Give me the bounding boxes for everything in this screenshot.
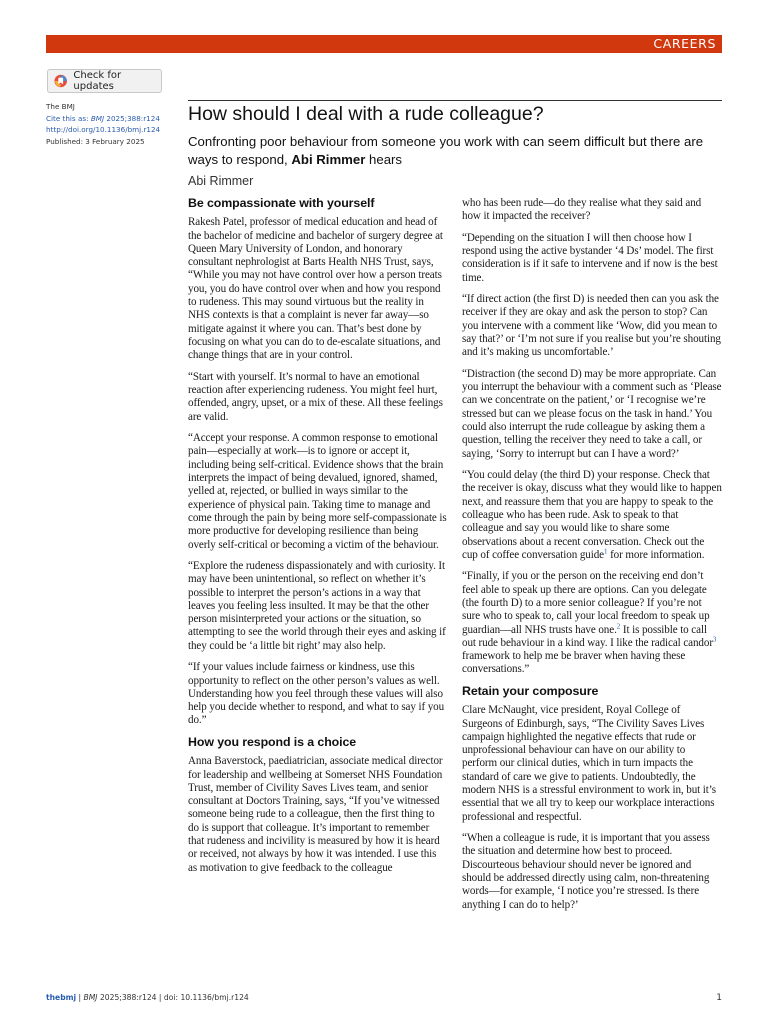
- standfirst-end: hears: [365, 152, 403, 167]
- article-meta: [46, 101, 176, 147]
- footer-sep: |: [76, 993, 84, 1002]
- paragraph: “Accept your response. A common response to emotional pain—especially at work—is to ignore or accept it, including being self-critical. Evidence shows that the brain interprets the impact of being devalued, ignored, shamed, yelled at, rejected, or bullied in ways similar to the experience of physical pain. Taking time to manage and come through the pain by being more self-compassionate is more productive for developing resilience than being overly self-critical or becoming a victim of the behaviour.: [188, 432, 447, 551]
- paragraph: “When a colleague is rude, it is important that you assess the situation and determine how best to proceed. Discourteous behaviour should never be ignored and should be addressed directly using calm, non-threatening words—for example, ‘I notice you’re stressed. Is there anything I can do to help?’: [462, 832, 710, 911]
- doi-link[interactable]: http://doi.org/10.1136/bmj.r124: [46, 125, 161, 134]
- page-footer: [46, 993, 722, 1002]
- paragraph: Rakesh Patel, professor of medical education and head of the bachelor of medicine and bachelor of surgery degree at Queen Mary University of London, and honorary consultant nephrologist at Barts Health NHS Trust, says, “While you may not have control over how a person treats you, you do have control over when and how you respond to rudeness. This may sound virtuous but the reality in NHS contexts is that a complaint is never far away—so mitigate against it where you can. That’s best done by focusing on what you can do to de-escalate situations, and change things that are in your control.: [188, 216, 443, 362]
- paragraph: [462, 469, 722, 562]
- standfirst-text: Confronting poor behaviour from someone you work with can seem difficult but there are ways to respond,: [188, 134, 704, 167]
- paragraph-text: framework to help me be braver when having these conversations.”: [462, 650, 686, 676]
- citation: [46, 113, 176, 125]
- paragraph: “If direct action (the first D) is needed then can you ask the receiver if they are okay and ask the person to stop? Can you intervene with a comment like ‘Wow, did you mean to say that?’ or ‘I’m not sure if you realise but you’re shouting and it’s making us uncomfortable.’: [462, 293, 721, 359]
- section-banner: [46, 35, 722, 53]
- column-left: [188, 195, 448, 883]
- reference-link[interactable]: 1: [604, 547, 608, 556]
- paragraph-text: It is possible to call out rude behaviour in a kind way. I like the radical candor: [462, 623, 713, 649]
- page-number: 1: [716, 993, 722, 1003]
- title-rule: [188, 100, 722, 101]
- footer-journal: BMJ: [83, 993, 98, 1002]
- heading-composure: Retain your composure: [462, 683, 599, 698]
- byline: Abi Rimmer: [188, 174, 254, 188]
- standfirst: [188, 133, 722, 169]
- heading-choice: How you respond is a choice: [188, 734, 357, 749]
- paragraph: “If your values include fairness or kindness, use this opportunity to reflect on the other person’s values as well. Understanding how you feel through these values will also help you decide whether to respond, and what to say if you do.”: [188, 661, 445, 727]
- check-for-updates-button[interactable]: [47, 69, 162, 93]
- published-date: Published: 3 February 2025: [46, 136, 145, 146]
- paragraph: Clare McNaught, vice president, Royal College of Surgeons of Edinburgh, says, “The Civility Saves Lives campaign highlighted the negative effects that rude or unprofessional behaviour can have on our ability to perform our clinical duties, which in turn impacts the standard of care we give to patients. Undoubtedly, the modern NHS is a stressful environment to work in, but it’s essential that we all try to keep our workplace interactions professional and respectful.: [462, 704, 716, 823]
- footer-ref: 2025;388:r124 | doi: 10.1136/bmj.r124: [97, 993, 249, 1002]
- heading-compassionate: Be compassionate with yourself: [188, 196, 375, 210]
- paragraph-text: “You could delay (the third D) your response. Check that the receiver is okay, discuss what they would like to happen next, and reassure them that you are happy to speak to the colleague who has been rude. Ask to speak to that colleague and say you would like to share some observations about a recent conversation. Check out the cup of coffee conversation guide: [462, 469, 722, 561]
- paragraph: Anna Baverstock, paediatrician, associate medical director for leadership and wellbeing at Somerset NHS Foundation Trust, member of Civility Saves Lives team, and senior consultant at Doctors Training, says, “If you’ve witnessed someone being rude to a colleague, then the first thing to do is support that colleague. It’s important to remember that rudeness and incivility is measured by how it is heard or received, not always by how it was intended. I use this as motivation to give feedback to the colleague: [188, 755, 443, 874]
- brand-bmj: bmj: [60, 993, 77, 1002]
- cite-journal: BMJ: [90, 113, 105, 123]
- paragraph: “Start with yourself. It’s normal to have an emotional reaction after experiencing rudeness. You might feel hurt, offended, angry, upset, or a mix of these. All these feelings are valid.: [188, 370, 443, 423]
- paragraph: who has been rude—do they realise what they said and how it impacted the receiver?: [462, 197, 702, 223]
- column-right: [462, 197, 722, 920]
- check-updates-label: Check for updates: [73, 70, 122, 92]
- brand-the: the: [46, 993, 61, 1002]
- paragraph-text: for more information.: [607, 548, 705, 561]
- paragraph: “Distraction (the second D) may be more appropriate. Can you interrupt the behaviour with a comment such as ‘Please can we concentrate on the patient,’ or ‘I recognise we’re stressed but can we please focus on the task in hand.’ You could also interrupt the rude colleague by asking them a question, telling the receiver they need to take a call, or saying, ‘Sorry to interrupt but can I have a word?’: [462, 367, 722, 460]
- standfirst-author: Abi Rimmer: [291, 152, 366, 167]
- cite-ref: 2025;388:r124: [106, 113, 160, 123]
- reference-link[interactable]: 3: [712, 635, 717, 644]
- section-label: CAREERS: [653, 36, 716, 51]
- paragraph-text: “Finally, if you or the person on the receiving end don’t feel able to speak up there are options. Can you delegate (the fourth D) to a more senior colleague? If you’re not sure who to speak to, call your local freedom to speak up guardian—all NHS trusts have one.: [462, 570, 710, 636]
- paragraph: “Explore the rudeness dispassionately and with curiosity. It may have been unintentional, so reflect on whether it’s possible to interpret the person’s actions in a way that leaves you feeling less insulted. It may be that the other person misinterpreted your actions or the situation, so attempting to see the world through their eyes and asking if they could be ‘a little bit right’ may also help.: [188, 559, 446, 652]
- publisher: The BMJ: [46, 102, 75, 111]
- article-title: How should I deal with a rude colleague?: [188, 103, 544, 125]
- reference-link[interactable]: 2: [616, 621, 621, 630]
- paragraph: “Depending on the situation I will then choose how I respond using the active bystander ‘4 Ds’ model. The first consideration is if it safe to intervene and if now is the best time.: [462, 231, 718, 284]
- check-updates-icon: [54, 74, 67, 88]
- paragraph: [462, 570, 722, 676]
- cite-label: Cite this as:: [46, 113, 89, 123]
